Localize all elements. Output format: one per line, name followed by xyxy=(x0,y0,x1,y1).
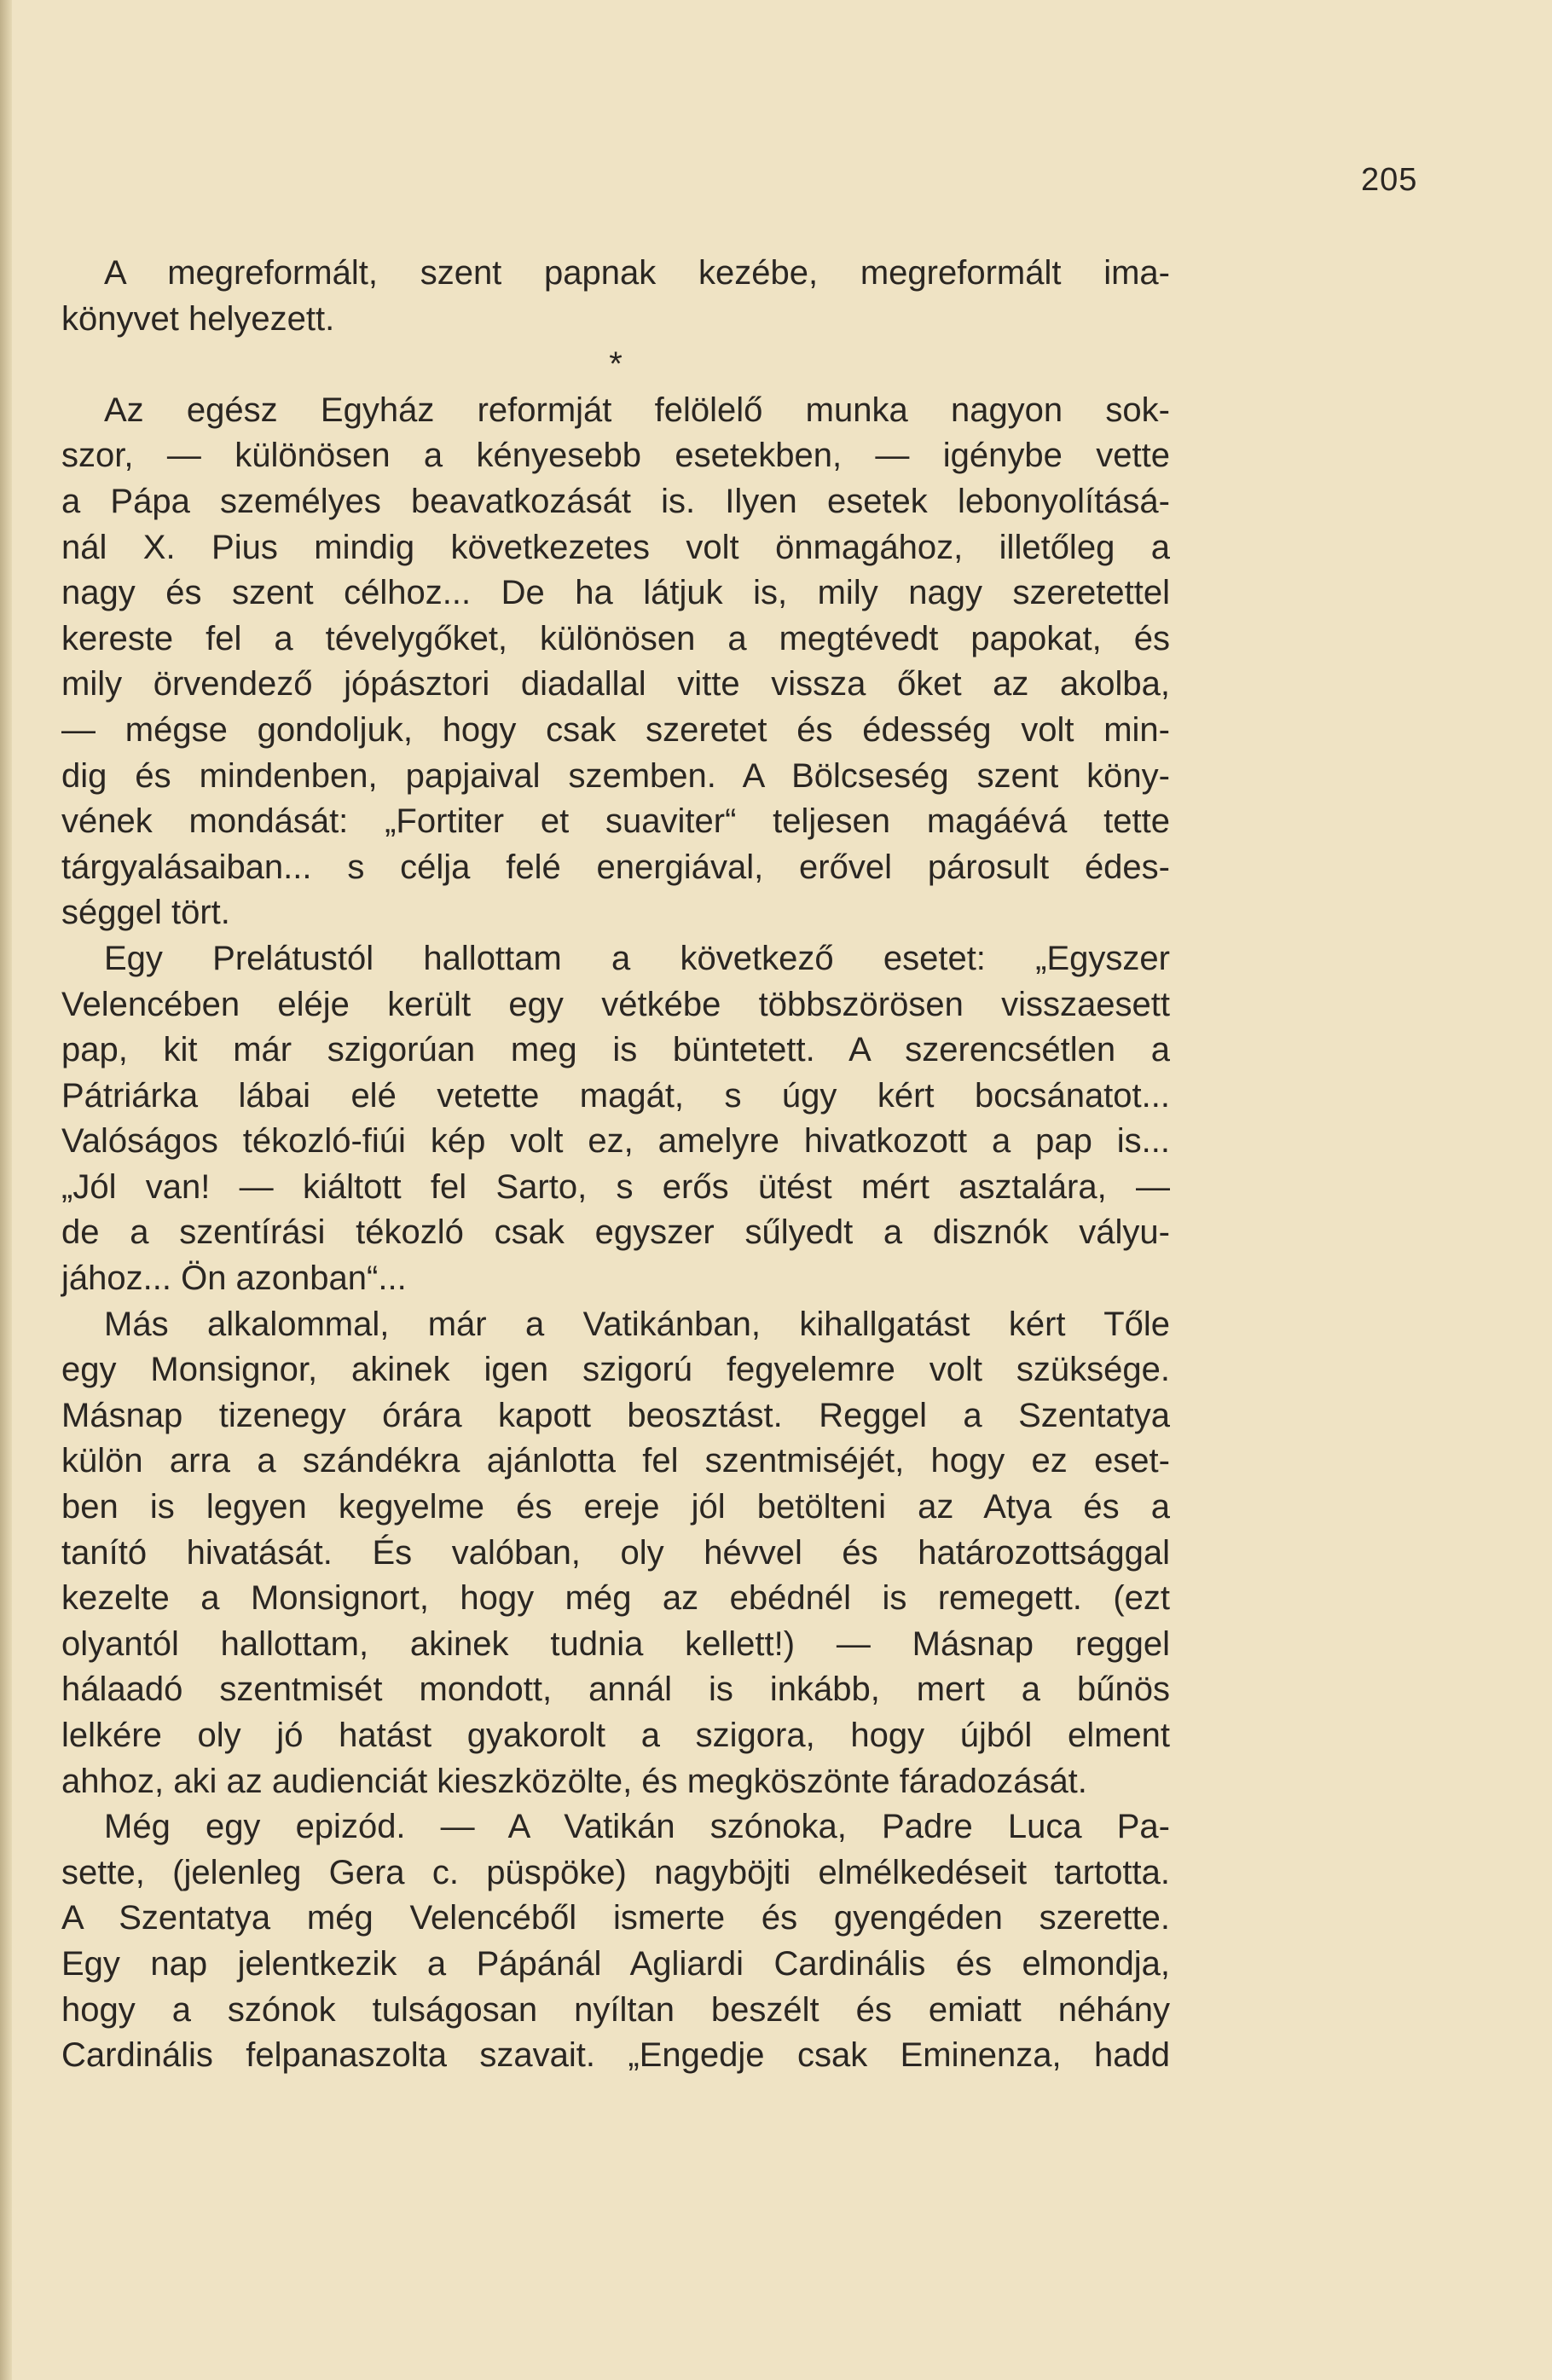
text-line: Más alkalommal, már a Vatikánban, kihallgatást kért Tőle xyxy=(104,1305,1170,1343)
text-line: lelkére oly jó hatást gyakorolt a szigora, hogy újból elment xyxy=(61,1717,1170,1754)
text-line: könyvet helyezett. xyxy=(61,299,335,338)
text-line: Egy Prelátustól hallottam a következő esetet: „Egyszer xyxy=(104,939,1170,977)
text-line: szor, — különösen a kényesebb esetekben, — igénybe vette xyxy=(61,437,1170,475)
page-spine-edge xyxy=(0,0,12,2380)
text-line: a Pápa személyes beavatkozását is. Ilyen esetek lebonyolításá- xyxy=(61,482,1170,520)
text-line: Másnap tizenegy órára kapott beosztást. Reggel a Szentatya xyxy=(61,1396,1170,1434)
text-line: ben is legyen kegyelme és ereje jól betölteni az Atya és a xyxy=(61,1488,1170,1526)
text-line: sette, (jelenleg Gera c. püspöke) nagyböjti elmélkedéseit tartotta. xyxy=(61,1853,1170,1891)
text-line: „Jól van! — kiáltott fel Sarto, s erős ütést mért asztalára, — xyxy=(61,1167,1170,1206)
text-line: vének mondását: „Fortiter et suaviter“ teljesen magáévá tette xyxy=(61,802,1170,841)
text-line: mily örvendező jópásztori diadallal vitte vissza őket az akolba, xyxy=(61,665,1170,704)
text-line: tárgyalásaiban... s célja felé energiával, erővel párosult édes- xyxy=(61,848,1170,886)
text-line: jához... Ön azonban“... xyxy=(61,1259,407,1298)
text-line: dig és mindenben, papjaival szemben. A Bölcseség szent köny- xyxy=(61,756,1170,795)
text-line: de a szentírási tékozló csak egyszer sűlyedt a disznók vályu- xyxy=(61,1213,1170,1252)
text-line: Cardinális felpanaszolta szavait. „Engedje csak Eminenza, hadd xyxy=(61,2036,1170,2075)
text-line: olyantól hallottam, akinek tudnia kellett!) — Másnap reggel xyxy=(61,1624,1170,1663)
text-line: Velencében eléje került egy vétkébe többszörösen visszaesett xyxy=(61,985,1170,1023)
page-number: 205 xyxy=(1361,162,1418,198)
text-line: hálaadó szentmisét mondott, annál is inkább, mert a bűnös xyxy=(61,1671,1170,1709)
text-line: nál X. Pius mindig következetes volt önmagához, illetőleg a xyxy=(61,528,1170,566)
text-line: A megreformált, szent papnak kezébe, megreformált ima- xyxy=(104,254,1170,292)
text-line: kereste fel a tévelygőket, különösen a megtévedt papokat, és xyxy=(61,619,1170,657)
text-line: séggel tört. xyxy=(61,894,230,932)
text-line: ahhoz, aki az audienciát kieszközölte, és megköszönte fáradozását. xyxy=(61,1762,1087,1800)
text-line: tanító hivatását. És valóban, oly hévvel és határozottsággal xyxy=(61,1533,1170,1572)
text-line: hogy a szónok tulságosan nyíltan beszélt és emiatt néhány xyxy=(61,1990,1170,2029)
text-line: Egy nap jelentkezik a Pápánál Agliardi Cardinális és elmondja, xyxy=(61,1944,1170,1983)
text-line: Pátriárka lábai elé vetette magát, s úgy kért bocsánatot... xyxy=(61,1076,1170,1115)
text-line: kezelte a Monsignort, hogy még az ebédnél is remegett. (ezt xyxy=(61,1579,1170,1618)
body-text xyxy=(61,251,1170,2079)
text-line: külön arra a szándékra ajánlotta fel szentmiséjét, hogy ez eset- xyxy=(61,1442,1170,1480)
text-line: nagy és szent célhoz... De ha látjuk is, mily nagy szeretettel xyxy=(61,574,1170,612)
text-line: A Szentatya még Velencéből ismerte és gyengéden szerette. xyxy=(61,1899,1170,1937)
section-separator: * xyxy=(609,345,623,384)
text-line: Valóságos tékozló-fiúi kép volt ez, amelyre hivatkozott a pap is... xyxy=(61,1122,1170,1161)
text-line: pap, kit már szigorúan meg is büntetett. A szerencsétlen a xyxy=(61,1031,1170,1069)
text-line: Még egy epizód. — A Vatikán szónoka, Padre Luca Pa- xyxy=(104,1808,1170,1846)
text-line: — mégse gondoljuk, hogy csak szeretet és édesség volt min- xyxy=(61,710,1170,749)
text-line: egy Monsignor, akinek igen szigorú fegyelemre volt szüksége. xyxy=(61,1351,1170,1389)
text-line: Az egész Egyház reformját felölelő munka nagyon sok- xyxy=(104,391,1170,429)
